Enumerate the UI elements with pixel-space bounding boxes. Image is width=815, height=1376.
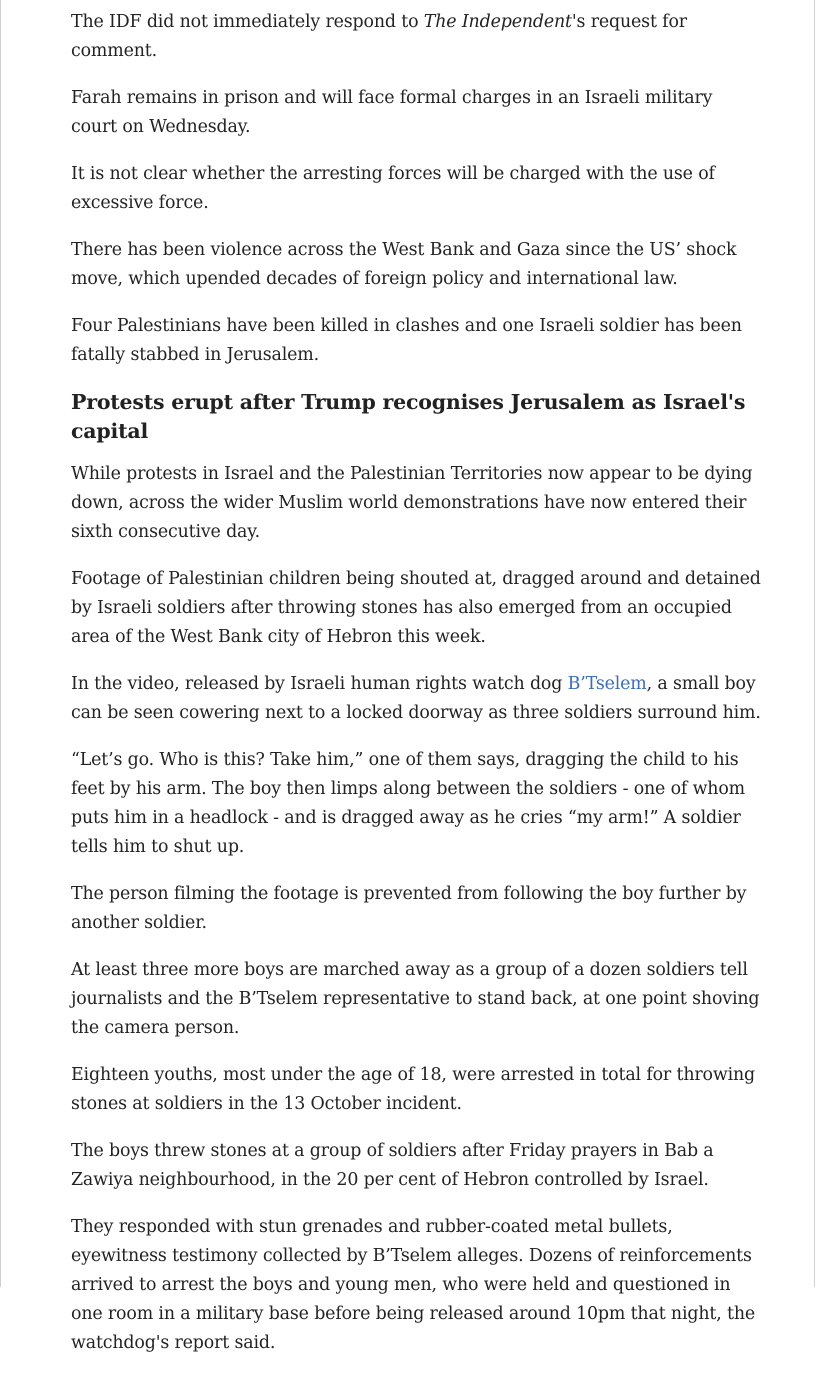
publication-name: The Independent	[423, 12, 572, 32]
paragraph-farah-prison: Farah remains in prison and will face formal charges in an Israeli military court on Wednesday.	[71, 88, 713, 137]
paragraph-text: , a small boy can be seen cowering next to a locked doorway as three soldiers surround him.	[71, 674, 761, 723]
paragraph-excessive-force: It is not clear whether the arresting forces will be charged with the use of excessive force.	[71, 164, 715, 213]
paragraph-arrests: Eighteen youths, most under the age of 18, were arrested in total for throwing stones at soldiers in the 13 October incident.	[71, 1065, 756, 1114]
paragraph-filming: The person filming the footage is prevented from following the boy further by another soldier.	[71, 884, 747, 933]
btselem-link[interactable]: B’Tselem	[567, 674, 647, 694]
paragraph-video	[71, 670, 761, 728]
paragraph-quote: “Let’s go. Who is this? Take him,” one of them says, dragging the child to his feet by his arm. The boy then limps along between the soldiers - one of whom puts him in a headlock - and is dragged away as he cries “my arm!” A soldier tells him to shut up.	[71, 750, 746, 857]
paragraph-text: In the video, released by Israeli human rights watch dog	[71, 674, 568, 694]
section-heading: Protests erupt after Trump recognises Jerusalem as Israel's capital	[71, 390, 746, 443]
paragraph-protests: While protests in Israel and the Palestinian Territories now appear to be dying down, across the wider Muslim world demonstrations have now entered their sixth consecutive day.	[71, 464, 753, 542]
article-body	[71, 8, 761, 1376]
paragraph-footage: Footage of Palestinian children being shouted at, dragged around and detained by Israeli soldiers after throwing stones has also emerged from an occupied area of the West Bank city of Hebron this week.	[71, 569, 761, 647]
paragraph-violence: There has been violence across the West Bank and Gaza since the US’ shock move, which upended decades of foreign policy and international law.	[71, 240, 737, 289]
paragraph-more-boys: At least three more boys are marched away as a group of a dozen soldiers tell journalists and the B’Tselem representative to stand back, at one point shoving the camera person.	[71, 960, 760, 1038]
paragraph-idf-response	[71, 8, 761, 66]
paragraph-text: 's request for comment.	[71, 12, 687, 61]
paragraph-response: They responded with stun grenades and rubber-coated metal bullets, eyewitness testimony collected by B’Tselem alleges. Dozens of reinforcements arrived to arrest the boys and young men, who were held and questioned in one room in a military base before being released around 10pm that night, the watchdog's report said.	[71, 1217, 756, 1353]
paragraph-text: The IDF did not immediately respond to	[71, 12, 424, 32]
paragraph-casualties: Four Palestinians have been killed in clashes and one Israeli soldier has been fatally stabbed in Jerusalem.	[71, 316, 742, 365]
paragraph-stones: The boys threw stones at a group of soldiers after Friday prayers in Bab a Zawiya neighbourhood, in the 20 per cent of Hebron controlled by Israel.	[71, 1141, 714, 1190]
